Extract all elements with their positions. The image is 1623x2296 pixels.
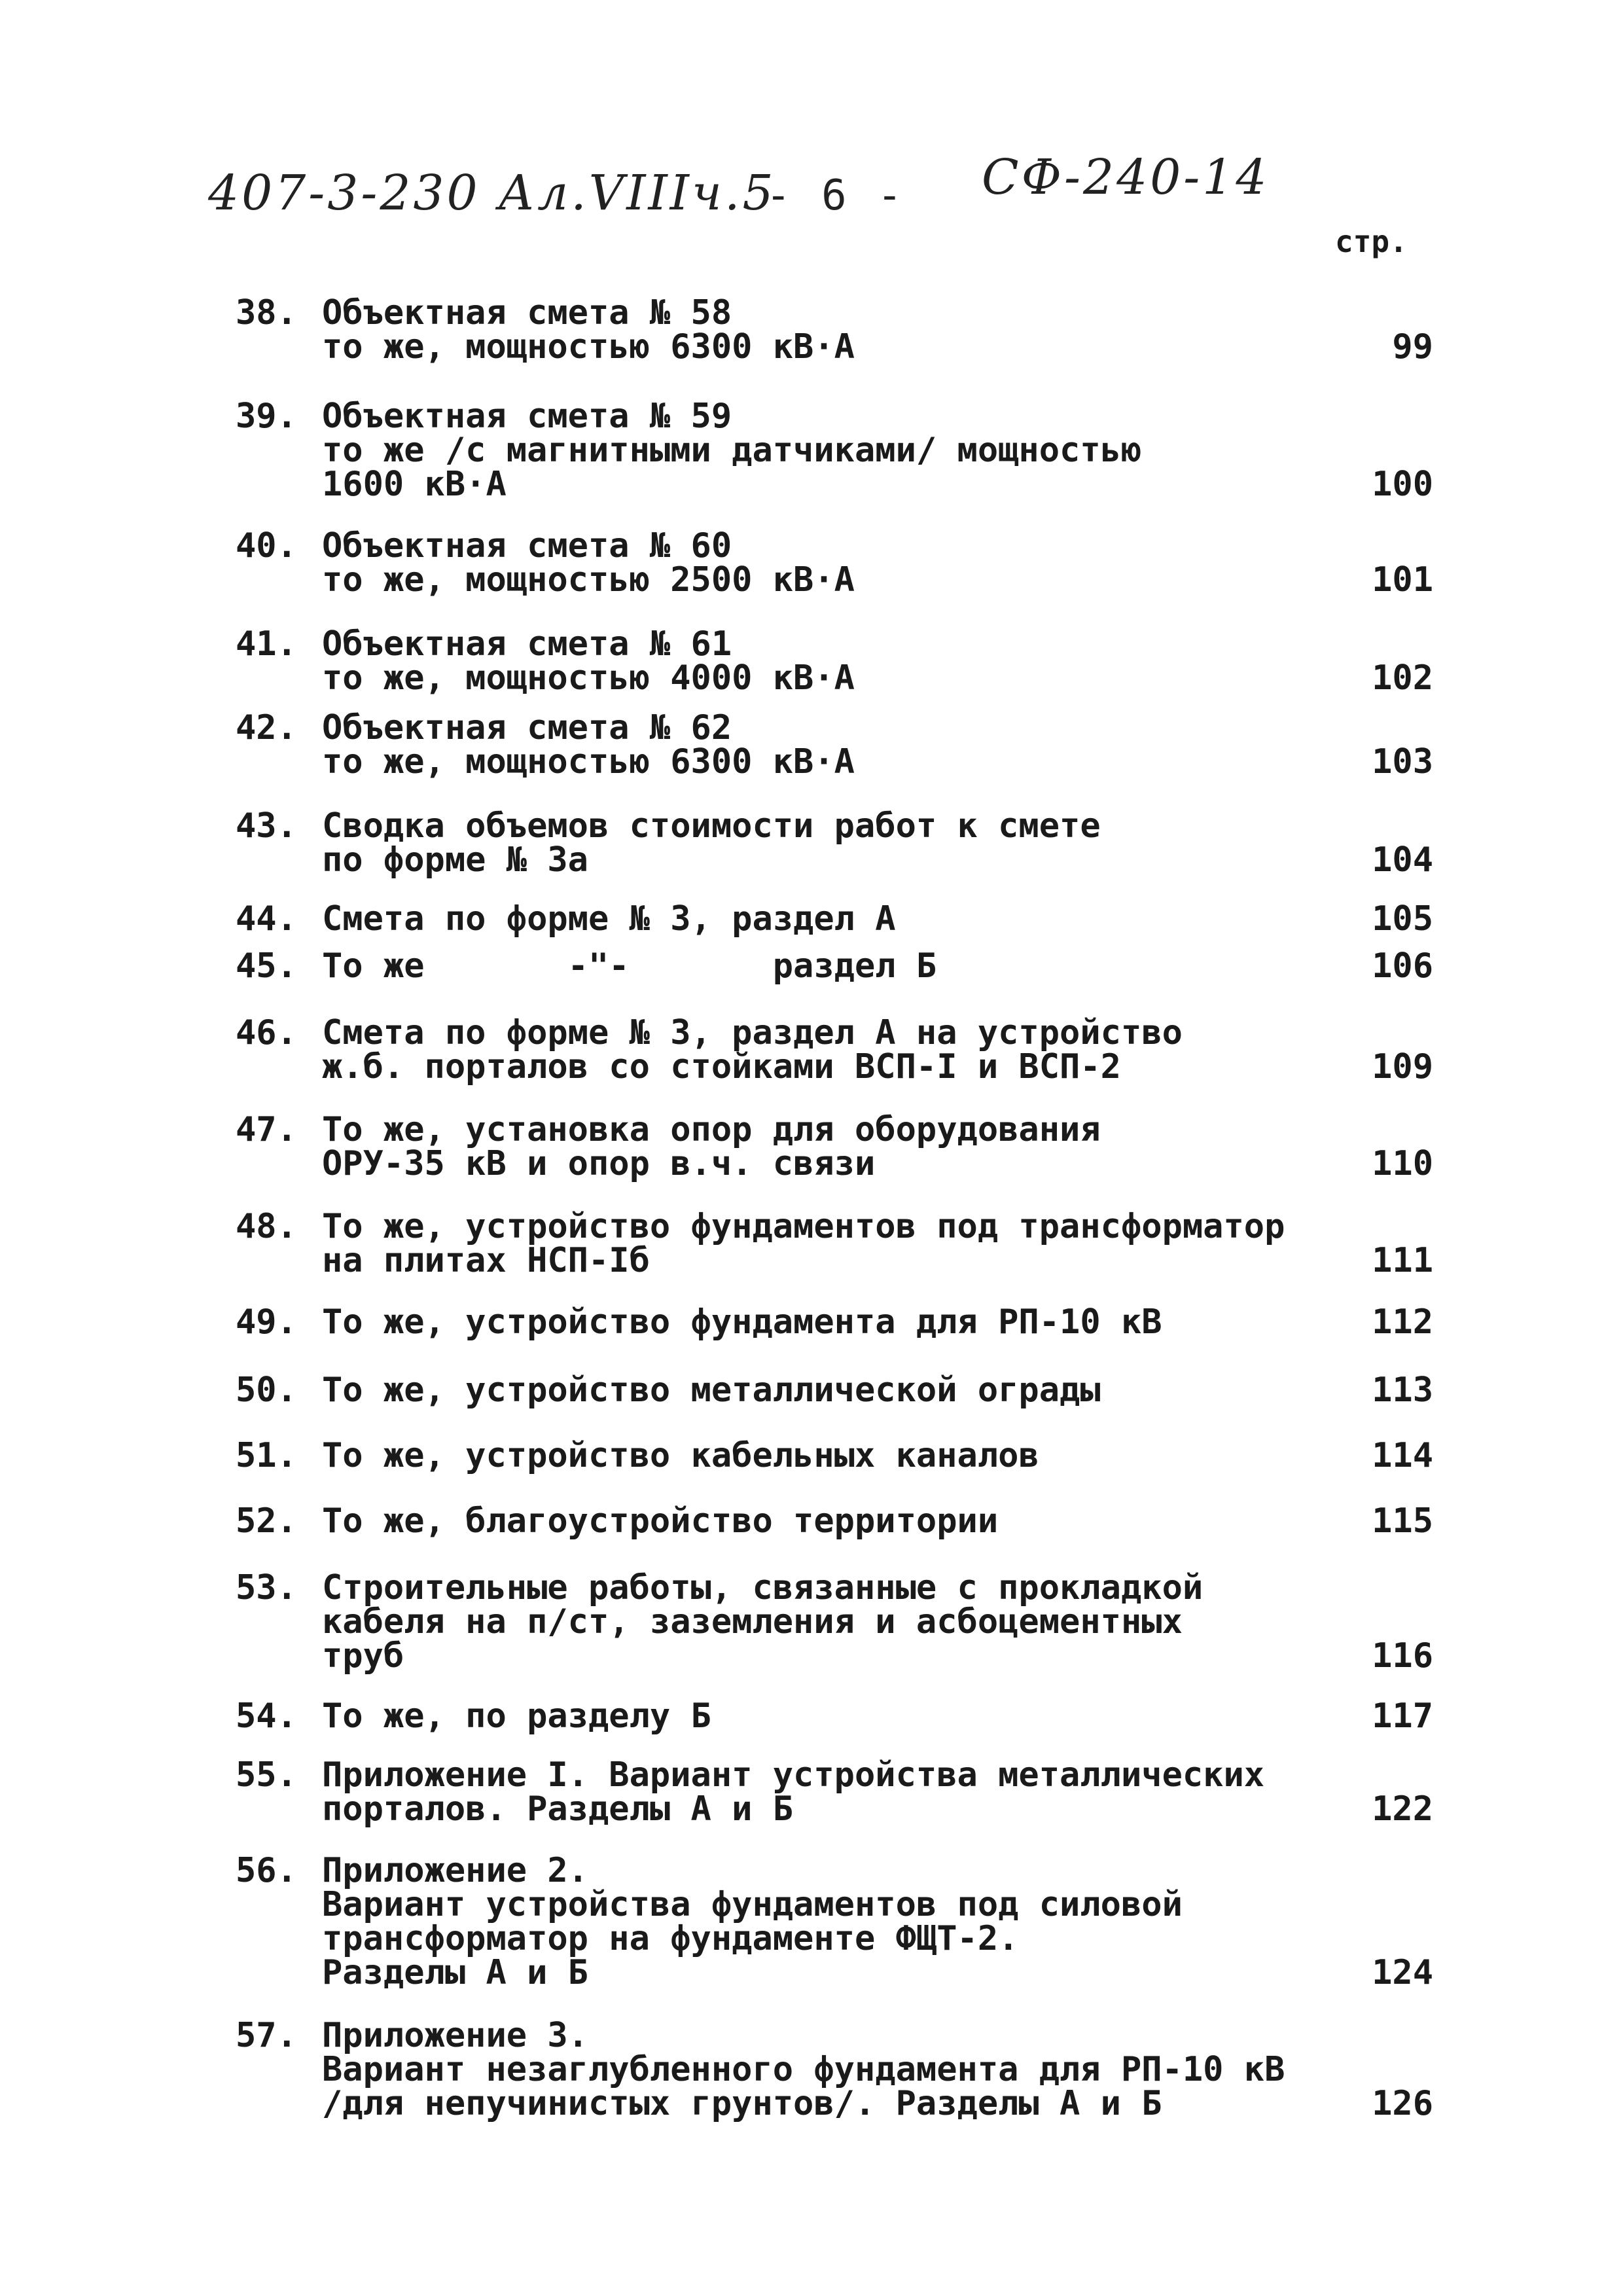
entry-page: 117 [1372, 1696, 1433, 1736]
entry-line: то же /с магнитными датчиками/ мощностью [322, 431, 1142, 470]
entry-text [322, 1371, 1101, 1410]
entry-text [322, 1851, 1183, 1992]
entry-line: то же, мощностью 6300 кВ·А [322, 742, 855, 781]
entry-number: 38. [236, 293, 297, 332]
entry-line: То же, устройство кабельных каналов [322, 1436, 1039, 1475]
entry-line: То же, по разделу Б [322, 1696, 711, 1736]
entry-line: Смета по форме № 3, раздел А на устройство [322, 1013, 1183, 1052]
entry-text [322, 526, 855, 600]
entry-line: ж.б. порталов со стойками ВСП-I и ВСП-2 [322, 1047, 1121, 1086]
entry-page: 100 [1372, 465, 1433, 504]
entry-page: 104 [1372, 840, 1433, 880]
entry-number: 54. [236, 1696, 297, 1736]
entry-line: на плитах НСП-Iб [322, 1241, 650, 1280]
entry-text [322, 1501, 999, 1541]
entry-line: труб [322, 1636, 404, 1676]
entry-line: Приложение 2. [322, 1851, 588, 1890]
entry-text [322, 1302, 1162, 1342]
entry-number: 43. [236, 806, 297, 846]
entry-line: Строительные работы, связанные с прокладкой [322, 1568, 1204, 1607]
entry-line: /для непучинистых грунтов/. Разделы А и Б [322, 2084, 1162, 2123]
entry-line: Приложение I. Вариант устройства металлических [322, 1755, 1265, 1795]
entry-text [322, 1013, 1183, 1086]
entry-page: 103 [1372, 742, 1433, 781]
entry-number: 52. [236, 1501, 297, 1541]
entry-number: 42. [236, 708, 297, 747]
entry-number: 40. [236, 526, 297, 565]
entry-line: Вариант устройства фундаментов под силовой [322, 1885, 1183, 1924]
entry-line: Сводка объемов стоимости работ к смете [322, 806, 1101, 846]
entry-page: 105 [1372, 899, 1433, 939]
entry-page: 113 [1372, 1371, 1433, 1410]
entry-line: Объектная смета № 60 [322, 526, 732, 565]
entry-page: 111 [1372, 1241, 1433, 1280]
entry-line: Объектная смета № 62 [322, 708, 732, 747]
entry-text [322, 2018, 1285, 2121]
entry-line: То же, устройство фундамента для РП-10 кВ [322, 1302, 1162, 1342]
entry-page: 110 [1372, 1144, 1433, 1183]
entry-text [322, 1207, 1285, 1280]
page-column-label: стр. [1335, 224, 1408, 259]
entry-text [322, 1110, 1101, 1183]
entry-text [322, 806, 1101, 880]
entry-page: 112 [1372, 1302, 1433, 1342]
entry-line: то же, мощностью 4000 кВ·А [322, 658, 855, 698]
entry-page: 124 [1372, 1953, 1433, 1992]
entry-line: 1600 кВ·А [322, 465, 507, 504]
entry-line: кабеля на п/ст, заземления и асбоцементных [322, 1602, 1183, 1641]
entry-line: порталов. Разделы А и Б [322, 1789, 794, 1829]
entry-page: 109 [1372, 1047, 1433, 1086]
entry-text [322, 1755, 1265, 1829]
entry-text [322, 1436, 1039, 1475]
entry-line: то же, мощностью 2500 кВ·А [322, 560, 855, 600]
entry-line: Объектная смета № 58 [322, 293, 732, 332]
entry-line: Смета по форме № 3, раздел А [322, 899, 896, 939]
entry-line: Вариант незаглубленного фундамента для РП-10 кВ [322, 2050, 1285, 2089]
entry-page: 99 [1392, 327, 1433, 367]
entry-line: ОРУ-35 кВ и опор в.ч. связи [322, 1144, 876, 1183]
entry-text [322, 397, 1142, 504]
entry-number: 49. [236, 1302, 297, 1342]
entry-page: 116 [1372, 1636, 1433, 1676]
entry-number: 53. [236, 1568, 297, 1607]
entry-text [322, 1568, 1204, 1676]
entry-line: То же, благоустройство территории [322, 1501, 999, 1541]
sheet-code: СФ-240-14 [982, 149, 1270, 206]
entry-page: 115 [1372, 1501, 1433, 1541]
entry-text [322, 899, 896, 939]
entry-number: 46. [236, 1013, 297, 1052]
entry-page: 101 [1372, 560, 1433, 600]
entry-text [322, 946, 937, 986]
entry-line: по форме № 3а [322, 840, 588, 880]
entry-number: 44. [236, 899, 297, 939]
entry-number: 41. [236, 624, 297, 664]
entry-page: 126 [1372, 2084, 1433, 2123]
entry-line: То же, устройство фундаментов под трансформатор [322, 1207, 1285, 1246]
document-code: 407-3-230 Ал.VIIIч.5 [208, 165, 776, 221]
entry-line: то же, мощностью 6300 кВ·А [322, 327, 855, 367]
entry-line: Объектная смета № 61 [322, 624, 732, 664]
entry-number: 45. [236, 946, 297, 986]
entry-number: 48. [236, 1207, 297, 1246]
entry-page: 102 [1372, 658, 1433, 698]
entry-number: 55. [236, 1755, 297, 1795]
entry-text [322, 293, 855, 367]
entry-line: То же -"- раздел Б [322, 946, 937, 986]
entry-line: трансформатор на фундаменте ФЩТ-2. [322, 1919, 1019, 1958]
entry-number: 50. [236, 1371, 297, 1410]
entry-text [322, 624, 855, 698]
entry-number: 47. [236, 1110, 297, 1149]
entry-line: Объектная смета № 59 [322, 397, 732, 436]
entry-number: 56. [236, 1851, 297, 1890]
entry-number: 57. [236, 2016, 297, 2055]
entry-line: Приложение 3. [322, 2016, 588, 2055]
entry-line: Разделы А и Б [322, 1953, 588, 1992]
entry-page: 114 [1372, 1436, 1433, 1475]
entry-text [322, 708, 855, 781]
entry-page: 122 [1372, 1789, 1433, 1829]
page-number: - 6 - [766, 171, 905, 220]
entry-line: То же, установка опор для оборудования [322, 1110, 1101, 1149]
entry-text [322, 1696, 711, 1736]
entry-line: То же, устройство металлической ограды [322, 1371, 1101, 1410]
entry-page: 106 [1372, 946, 1433, 986]
entry-number: 51. [236, 1436, 297, 1475]
entry-number: 39. [236, 397, 297, 436]
